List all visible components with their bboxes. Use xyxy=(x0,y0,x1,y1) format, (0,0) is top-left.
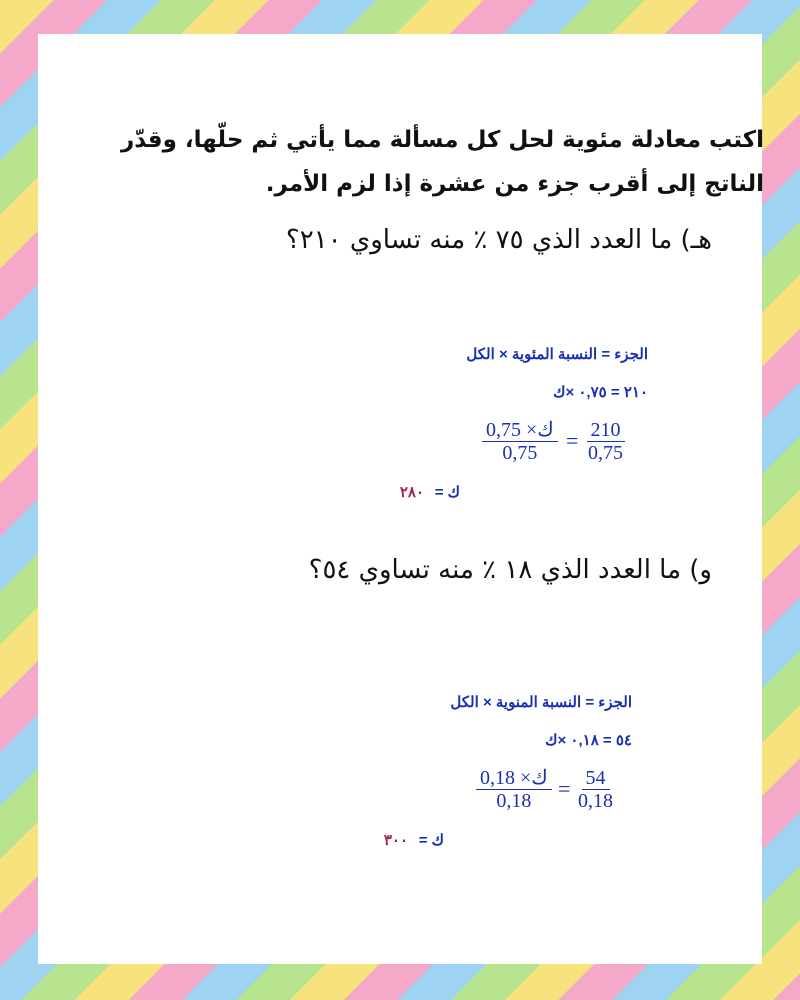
formula-w: الجزء = النسبة المنوية × الكل xyxy=(450,694,632,711)
fraction-denominator: 0,75 xyxy=(502,442,538,464)
fraction-right-h xyxy=(482,420,558,463)
fraction-numerator: 0,75 ×ك xyxy=(482,420,558,442)
answer-var-h: ك = xyxy=(434,484,460,501)
question-h: هـ) ما العدد الذي ٧٥ ٪ منه تساوي ٢١٠؟ xyxy=(285,225,712,255)
fraction-right-w xyxy=(476,768,552,811)
fraction-numerator: 0,18 ×ك xyxy=(476,768,552,790)
question-w: و) ما العدد الذي ١٨ ٪ منه تساوي ٥٤؟ xyxy=(308,555,712,585)
fraction-denominator: 0,18 xyxy=(496,790,532,812)
fraction-denominator: 0,18 xyxy=(578,790,613,812)
fraction-denominator: 0,75 xyxy=(588,442,623,464)
equals-sign-w: = xyxy=(558,776,571,801)
answer-var-w: ك = xyxy=(418,832,444,849)
equals-sign-h: = xyxy=(566,428,579,453)
fraction-numerator: 54 xyxy=(582,768,610,790)
answer-value-h: ٢٨٠ xyxy=(399,484,424,501)
fraction-left-w xyxy=(574,768,617,811)
formula-h: الجزء = النسبة المئوية × الكل xyxy=(466,346,648,363)
equation-h: ٢١٠ = ٠,٧٥ ×ك xyxy=(553,384,648,401)
equation-w: ٥٤ = ٠,١٨ ×ك xyxy=(545,732,632,749)
fraction-numerator: 210 xyxy=(587,420,625,442)
answer-value-w: ٣٠٠ xyxy=(383,832,408,849)
fraction-left-h xyxy=(584,420,627,463)
instruction-text: اكتب معادلة مئوية لحل كل مسألة مما يأتي ثم حلّها، وقدّر الناتج إلى أقرب جزء من عشرة إذا لزم الأمر. xyxy=(120,127,764,197)
